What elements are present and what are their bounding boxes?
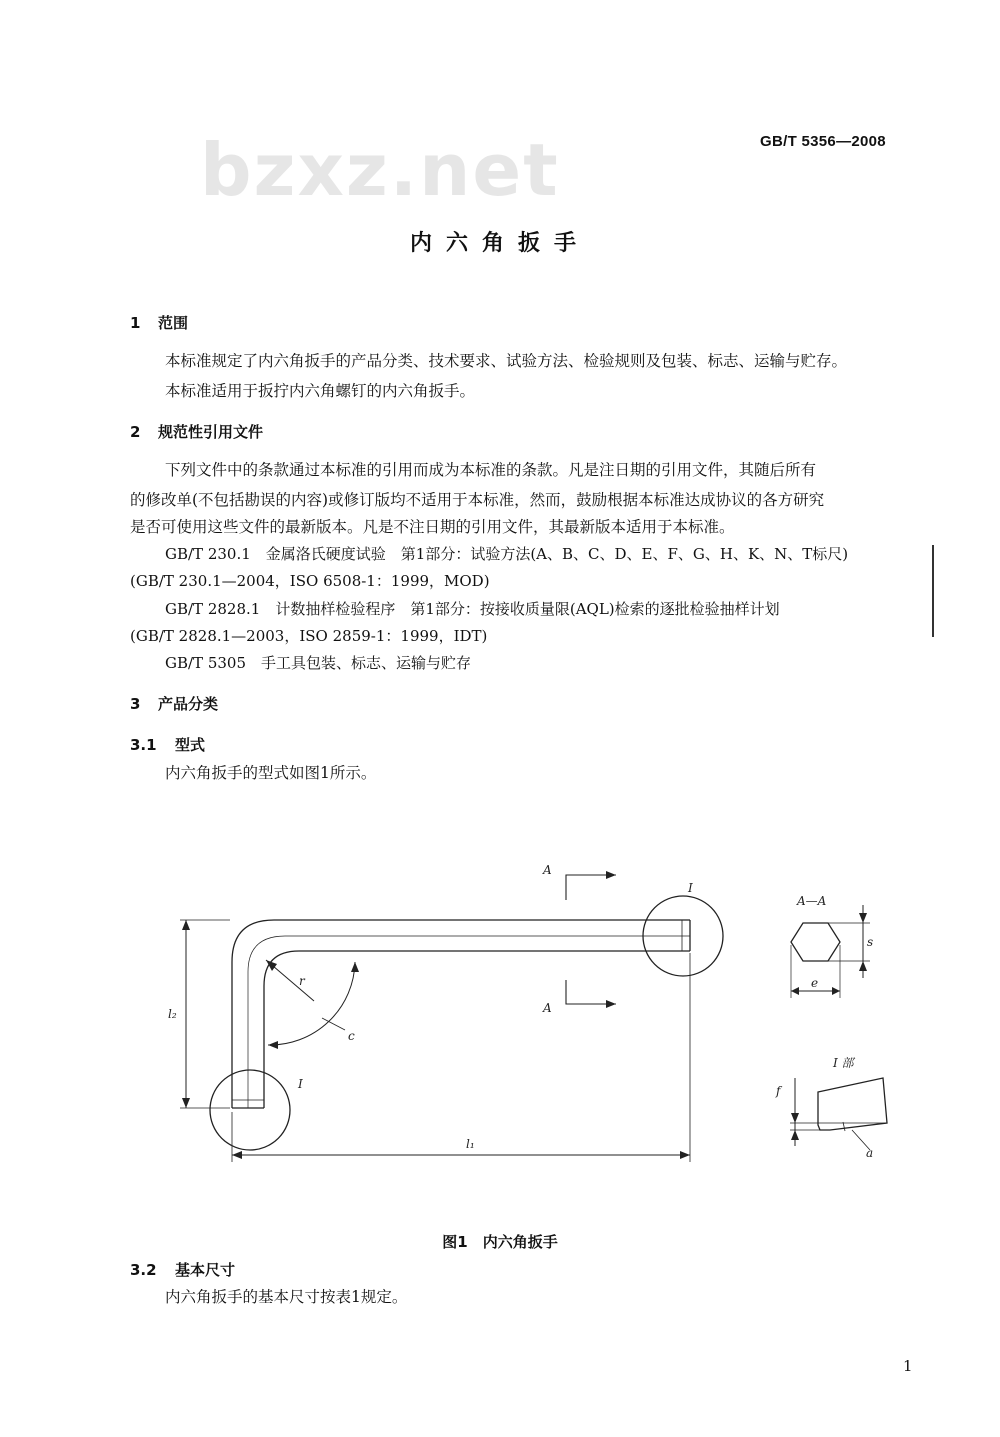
wrench-inner-contour: [264, 951, 690, 1108]
label-section-view: A—A: [797, 894, 827, 908]
watermark: bzxz.net: [200, 128, 560, 212]
label-l2: l₂: [168, 1007, 177, 1021]
margin-bar: [932, 545, 934, 637]
section-3-1-heading: [130, 734, 205, 755]
section-number: 3.2: [130, 1261, 157, 1279]
section-3-heading: [130, 693, 218, 714]
label-detail-left: I: [298, 1077, 303, 1091]
label-f: f: [776, 1084, 781, 1098]
hex-section: [791, 923, 840, 961]
document-title: 内六角扳手: [409, 231, 590, 256]
standard-number: GB/T 5356—2008: [760, 133, 886, 150]
label-section-a-bottom: A: [543, 1001, 552, 1015]
paragraph: 本标准规定了内六角扳手的产品分类、技术要求、试验方法、检验规则及包装、标志、运输与贮存。: [165, 352, 848, 370]
paragraph-line: 下列文件中的条款通过本标准的引用而成为本标准的条款。凡是注日期的引用文件，其随后所有: [165, 461, 817, 479]
section-number: 3.1: [130, 736, 157, 754]
paragraph-line: 是否可使用这些文件的最新版本。凡是不注日期的引用文件，其最新版本适用于本标准。: [130, 518, 735, 536]
section-title: 型式: [175, 736, 206, 754]
section-title: 产品分类: [158, 695, 219, 713]
label-detail-right: I: [688, 881, 693, 895]
reference-detail: (GB/T 2828.1—2003，ISO 2859-1：1999，IDT): [130, 627, 488, 645]
figure-caption: 图1 内六角扳手: [442, 1233, 558, 1251]
page-number: 1: [903, 1357, 913, 1375]
reference-item: GB/T 2828.1 计数抽样检验程序 第1部分：按接收质量限(AQL)检索的逐批检验抽样计划: [165, 600, 780, 618]
paragraph: 内六角扳手的型式如图1所示。: [165, 764, 377, 782]
label-l1: l₁: [466, 1137, 475, 1151]
label-s: s: [867, 935, 874, 949]
section-1-heading: [130, 312, 188, 333]
label-section-a-top: A: [543, 863, 552, 877]
label-e: e: [811, 976, 819, 990]
section-2-heading: [130, 421, 263, 442]
section-title: 范围: [158, 314, 189, 332]
section-3-2-heading: [130, 1259, 235, 1280]
label-a: a: [866, 1146, 874, 1160]
reference-item: GB/T 230.1 金属洛氏硬度试验 第1部分：试验方法(A、B、C、D、E、F、G、H、K、N、T标尺): [165, 545, 849, 563]
reference-detail: (GB/T 230.1—2004，ISO 6508-1：1999，MOD): [130, 572, 490, 590]
reference-item: GB/T 5305 手工具包装、标志、运输与贮存: [165, 654, 472, 672]
section-number: 3: [130, 695, 141, 713]
paragraph-line: 的修改单(不包括勘误的内容)或修订版均不适用于本标准，然而，鼓励根据本标准达成协议的各方研究: [130, 491, 825, 509]
label-angle: c: [348, 1029, 355, 1043]
section-number: 1: [130, 314, 141, 332]
section-title: 基本尺寸: [175, 1261, 236, 1279]
detail-end-view: [818, 1078, 887, 1130]
label-detail-title: I 部: [833, 1056, 854, 1070]
paragraph: 本标准适用于扳拧内六角螺钉的内六角扳手。: [165, 382, 476, 400]
section-number: 2: [130, 423, 141, 441]
section-title: 规范性引用文件: [158, 423, 264, 441]
label-radius: r: [299, 974, 305, 988]
paragraph: 内六角扳手的基本尺寸按表1规定。: [165, 1288, 408, 1306]
detail-circle-left: [210, 1070, 290, 1150]
hex-key-drawing: [0, 820, 1000, 1220]
